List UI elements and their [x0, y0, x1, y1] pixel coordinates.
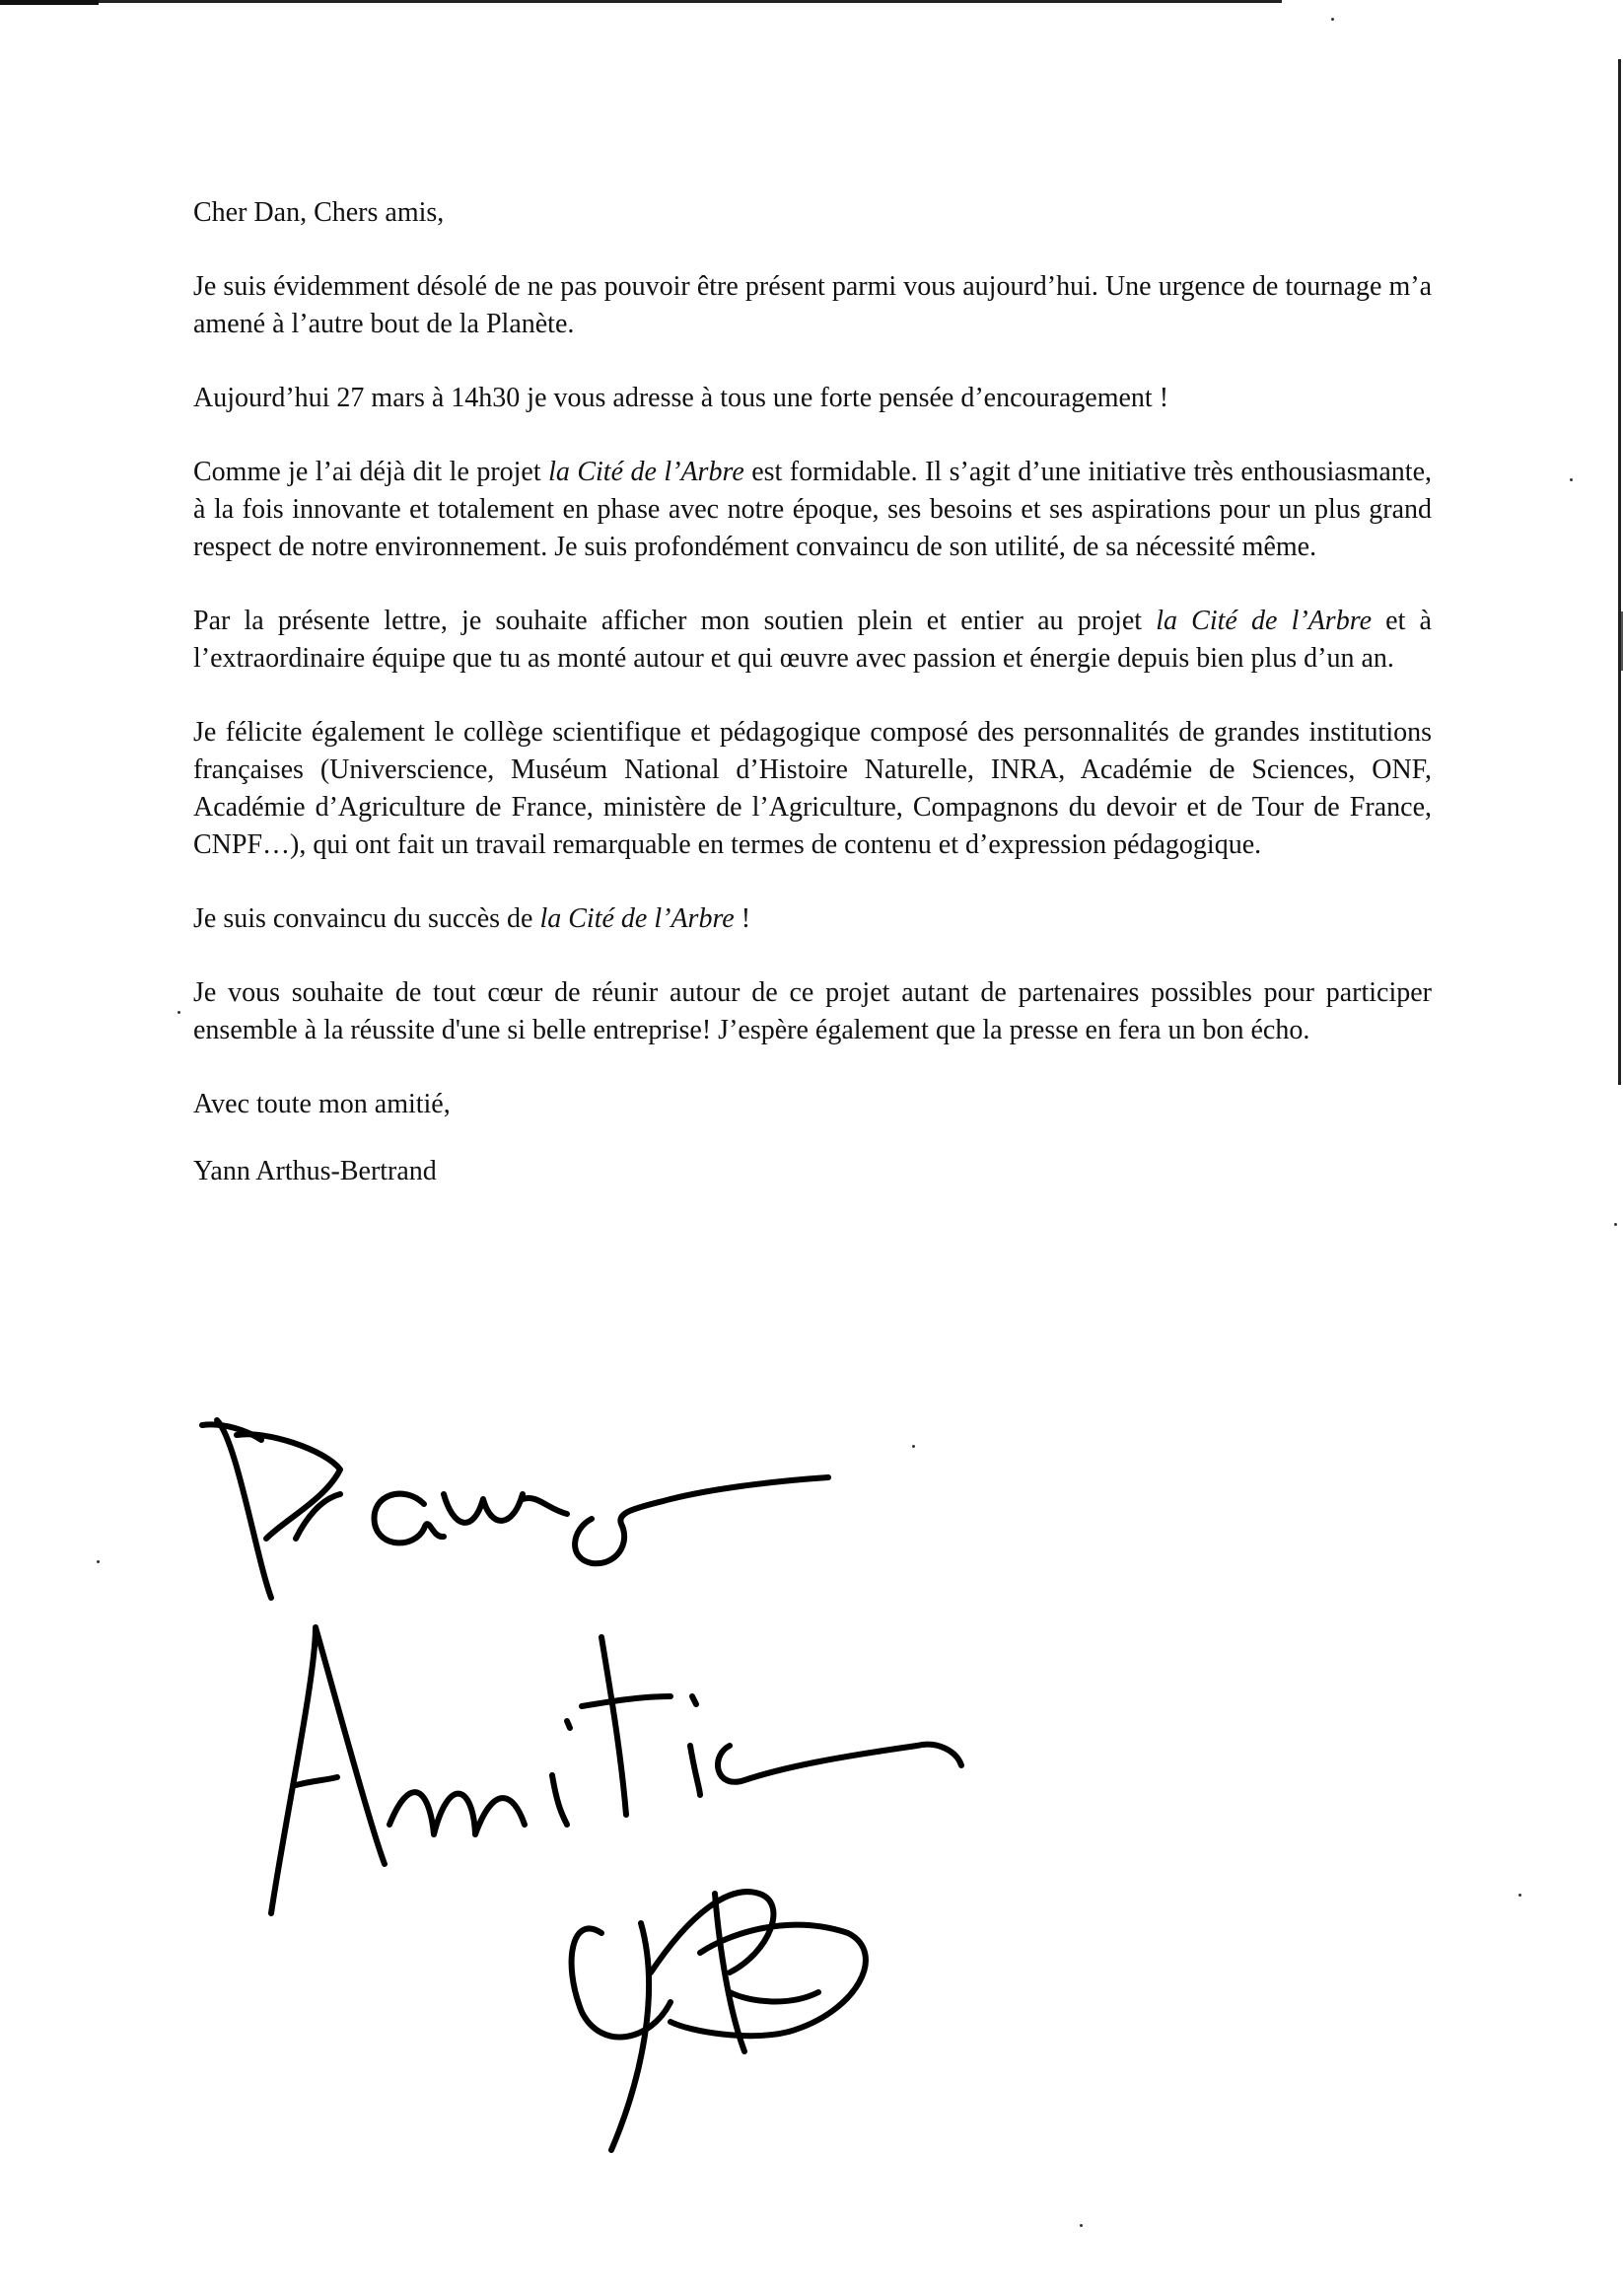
paragraph-4-end: et à l’extraordinaire équipe que tu as monté autour et qui œuvre avec passion et énergie depuis bien plus d’un an.	[193, 606, 1432, 674]
scan-speck	[1518, 1894, 1521, 1897]
paragraph-1: Je suis évidemment désolé de ne pas pouvoir être présent parmi vous aujourd’hui. Une urgence de tournage m’a amené à l’autre bout de la Planète.	[193, 271, 1432, 339]
paragraph-6-start: Je suis convaincu du succès de	[193, 903, 540, 934]
scan-speck	[1331, 18, 1334, 21]
paragraph-6	[193, 900, 1432, 938]
letter-body	[193, 194, 1432, 1227]
handwritten-signature	[177, 1400, 1203, 2189]
project-name: la Cité de l’Arbre	[1156, 606, 1372, 636]
top-border-line	[0, 0, 1282, 3]
author-name: Yann Arthus-Bertrand	[193, 1156, 437, 1186]
paragraph-3-end: est formidable. Il s’agit d’une initiative très enthousiasmante, à la fois innovante et totalement en phase avec notre époque, ses besoins et ses aspirations pour un plus grand respect de notre environnement. Je suis profondément convaincu de son utilité, de sa nécessité même.	[193, 457, 1433, 562]
right-edge-line	[1618, 59, 1621, 1085]
project-name: la Cité de l’Arbre	[548, 457, 744, 487]
handwritten-initials	[572, 1892, 866, 2150]
scan-speck	[1080, 2224, 1083, 2227]
paragraph-3	[193, 454, 1432, 566]
scan-speck	[912, 1445, 915, 1448]
paragraph-7: Je vous souhaite de tout cœur de réunir autour de ce projet autant de partenaires possibles pour participer ensemble à la réussite d'une si belle entreprise! J’espère également que la presse en fera un bon écho.	[193, 977, 1432, 1045]
salutation: Cher Dan, Chers amis,	[193, 197, 445, 228]
scan-speck	[1614, 1223, 1617, 1226]
paragraph-6-end: !	[734, 903, 751, 934]
handwritten-amitie	[271, 1627, 961, 1913]
project-name: la Cité de l’Arbre	[539, 903, 735, 934]
top-border-mark	[0, 0, 99, 5]
paragraph-5: Je félicite également le collège scientifique et pédagogique composé des personnalités de grandes institutions françaises (Universcience, Muséum National d’Histoire Naturelle, INRA, Académie de Sciences, ONF, Académie d’Agriculture de France, ministère de l’Agriculture, Compagnons du devoir et de Tour de France, CNPF…), qui ont fait un travail remarquable en termes de contenu et d’expression pédagogique.	[193, 717, 1432, 860]
paragraph-4	[193, 603, 1432, 678]
paragraph-3-start: Comme je l’ai déjà dit le projet	[193, 457, 549, 487]
scan-speck	[1570, 478, 1573, 481]
paragraph-4-start: Par la présente lettre, je souhaite afficher mon soutien plein et entier au projet	[193, 606, 1157, 636]
scan-speck	[97, 1560, 100, 1563]
paragraph-2: Aujourd’hui 27 mars à 14h30 je vous adresse à tous une forte pensée d’encouragement !	[193, 383, 1169, 413]
closing: Avec toute mon amitié,	[193, 1089, 451, 1119]
handwritten-bravo	[202, 1420, 828, 1598]
scan-speck	[177, 1011, 180, 1014]
